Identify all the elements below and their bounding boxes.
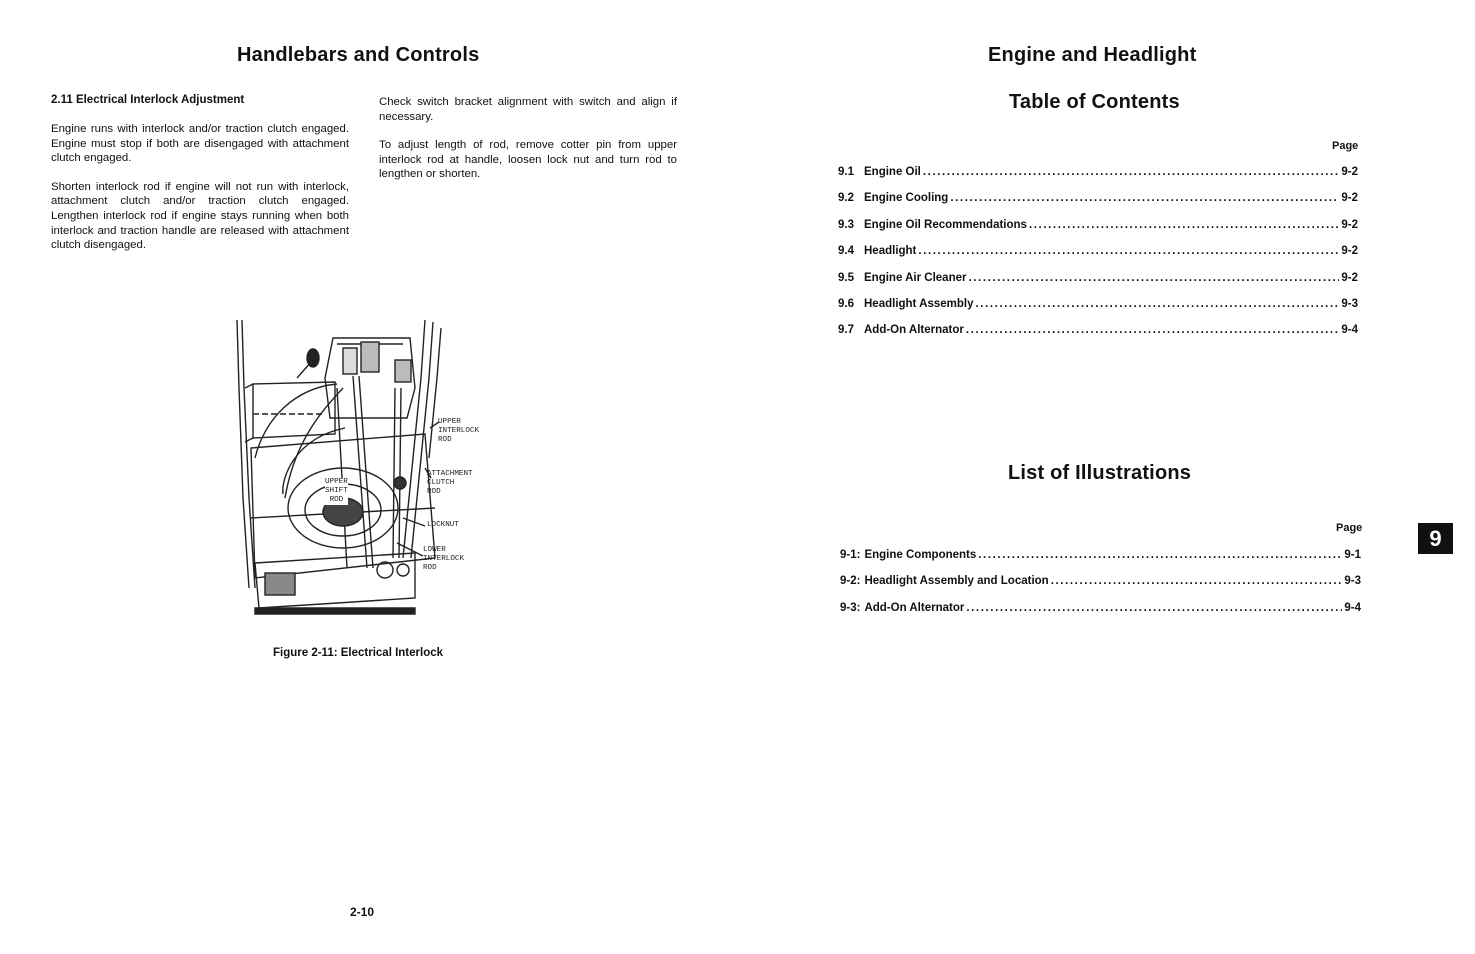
toc-item-label: Headlight Assembly bbox=[864, 298, 974, 310]
loi-page-header: Page bbox=[1336, 522, 1363, 534]
toc-item-label: Engine Cooling bbox=[864, 192, 949, 204]
left-column bbox=[51, 122, 349, 253]
toc-item-label: Headlight bbox=[864, 245, 917, 257]
leader-dots bbox=[978, 549, 1342, 561]
loi-item-number: 9-3: bbox=[840, 602, 861, 614]
loi-item-number: 9-1: bbox=[840, 549, 861, 561]
loi-item[interactable] bbox=[840, 575, 1361, 587]
section-title: 2.11 Electrical Interlock Adjustment bbox=[51, 94, 245, 106]
loi-item-page: 9-1 bbox=[1344, 549, 1361, 561]
leader-dots bbox=[923, 166, 1340, 178]
right-column bbox=[379, 95, 677, 182]
leader-dots bbox=[1051, 575, 1343, 587]
paragraph-rod-adjust: Shorten interlock rod if engine will not run with interlock, attachment clutch and/or traction clutch engaged. Lengthen interlock rod if engine stays running when both interlock and traction handle are released with attachment clutch disengaged. bbox=[51, 180, 349, 252]
toc-page-header: Page bbox=[1332, 140, 1359, 152]
figure-caption: Figure 2-11: Electrical Interlock bbox=[273, 647, 444, 659]
toc-item-number: 9.1 bbox=[838, 166, 854, 178]
toc-item-number: 9.2 bbox=[838, 192, 854, 204]
toc-item-label: Engine Oil Recommendations bbox=[864, 219, 1027, 231]
interlock-illustration bbox=[225, 318, 505, 618]
toc-item[interactable] bbox=[838, 245, 1358, 257]
toc-item-number: 9.3 bbox=[838, 219, 854, 231]
toc-item[interactable] bbox=[838, 192, 1358, 204]
leader-dots bbox=[1029, 219, 1339, 231]
loi-item-page: 9-4 bbox=[1344, 602, 1361, 614]
label-upper-shift-rod: UPPER SHIFT ROD bbox=[325, 478, 348, 504]
page-number: 2-10 bbox=[350, 905, 375, 919]
toc-item-page: 9-2 bbox=[1341, 166, 1358, 178]
loi-item[interactable] bbox=[840, 549, 1361, 561]
toc-item-number: 9.6 bbox=[838, 298, 854, 310]
left-page-heading: Handlebars and Controls bbox=[237, 44, 480, 66]
label-locknut: LOCKNUT bbox=[427, 521, 459, 529]
toc-item-page: 9-2 bbox=[1341, 192, 1358, 204]
toc-item-number: 9.5 bbox=[838, 272, 854, 284]
toc-item-label: Add-On Alternator bbox=[864, 324, 964, 336]
label-upper-interlock-rod: UPPER INTERLOCK ROD bbox=[438, 418, 480, 444]
toc-item[interactable] bbox=[838, 219, 1358, 231]
label-attachment-clutch-rod: ATTACHMENT CLUTCH ROD bbox=[427, 470, 473, 496]
loi-item-page: 9-3 bbox=[1344, 575, 1361, 587]
toc-item-label: Engine Air Cleaner bbox=[864, 272, 967, 284]
right-page-heading: Engine and Headlight bbox=[988, 44, 1197, 66]
loi-item[interactable] bbox=[840, 602, 1361, 614]
leader-dots bbox=[966, 602, 1342, 614]
toc-item-page: 9-3 bbox=[1341, 298, 1358, 310]
toc-item-number: 9.4 bbox=[838, 245, 854, 257]
loi-item-number: 9-2: bbox=[840, 575, 861, 587]
paragraph-bracket-alignment: Check switch bracket alignment with switch and align if necessary. bbox=[379, 96, 677, 123]
loi-item-label: Engine Components bbox=[864, 549, 977, 561]
interlock-figure bbox=[225, 318, 505, 618]
toc-title: Table of Contents bbox=[1009, 91, 1180, 113]
paragraph-rod-length: To adjust length of rod, remove cotter pin from upper interlock rod at handle, loosen lock nut and turn rod to lengthen or shorten. bbox=[379, 139, 677, 181]
leader-dots bbox=[968, 272, 1339, 284]
toc-item-page: 9-4 bbox=[1341, 324, 1358, 336]
toc-item-label: Engine Oil bbox=[864, 166, 921, 178]
label-lower-interlock-rod: LOWER INTERLOCK ROD bbox=[423, 546, 465, 572]
leader-dots bbox=[950, 192, 1339, 204]
loi-item-label: Headlight Assembly and Location bbox=[864, 575, 1049, 587]
toc-item-page: 9-2 bbox=[1341, 245, 1358, 257]
toc-item[interactable] bbox=[838, 166, 1358, 178]
section-tab: 9 bbox=[1418, 523, 1453, 554]
toc-item-page: 9-2 bbox=[1341, 272, 1358, 284]
toc-item-number: 9.7 bbox=[838, 324, 854, 336]
leader-dots bbox=[918, 245, 1339, 257]
toc-item-page: 9-2 bbox=[1341, 219, 1358, 231]
loi-title: List of Illustrations bbox=[1008, 462, 1192, 484]
toc-item[interactable] bbox=[838, 272, 1358, 284]
leader-dots bbox=[966, 324, 1340, 336]
toc-item[interactable] bbox=[838, 324, 1358, 336]
leader-dots bbox=[976, 298, 1340, 310]
paragraph-interlock-behavior: Engine runs with interlock and/or traction clutch engaged. Engine must stop if both are disengaged with attachment clutch engaged. bbox=[51, 123, 349, 165]
toc-item[interactable] bbox=[838, 298, 1358, 310]
loi-item-label: Add-On Alternator bbox=[864, 602, 965, 614]
